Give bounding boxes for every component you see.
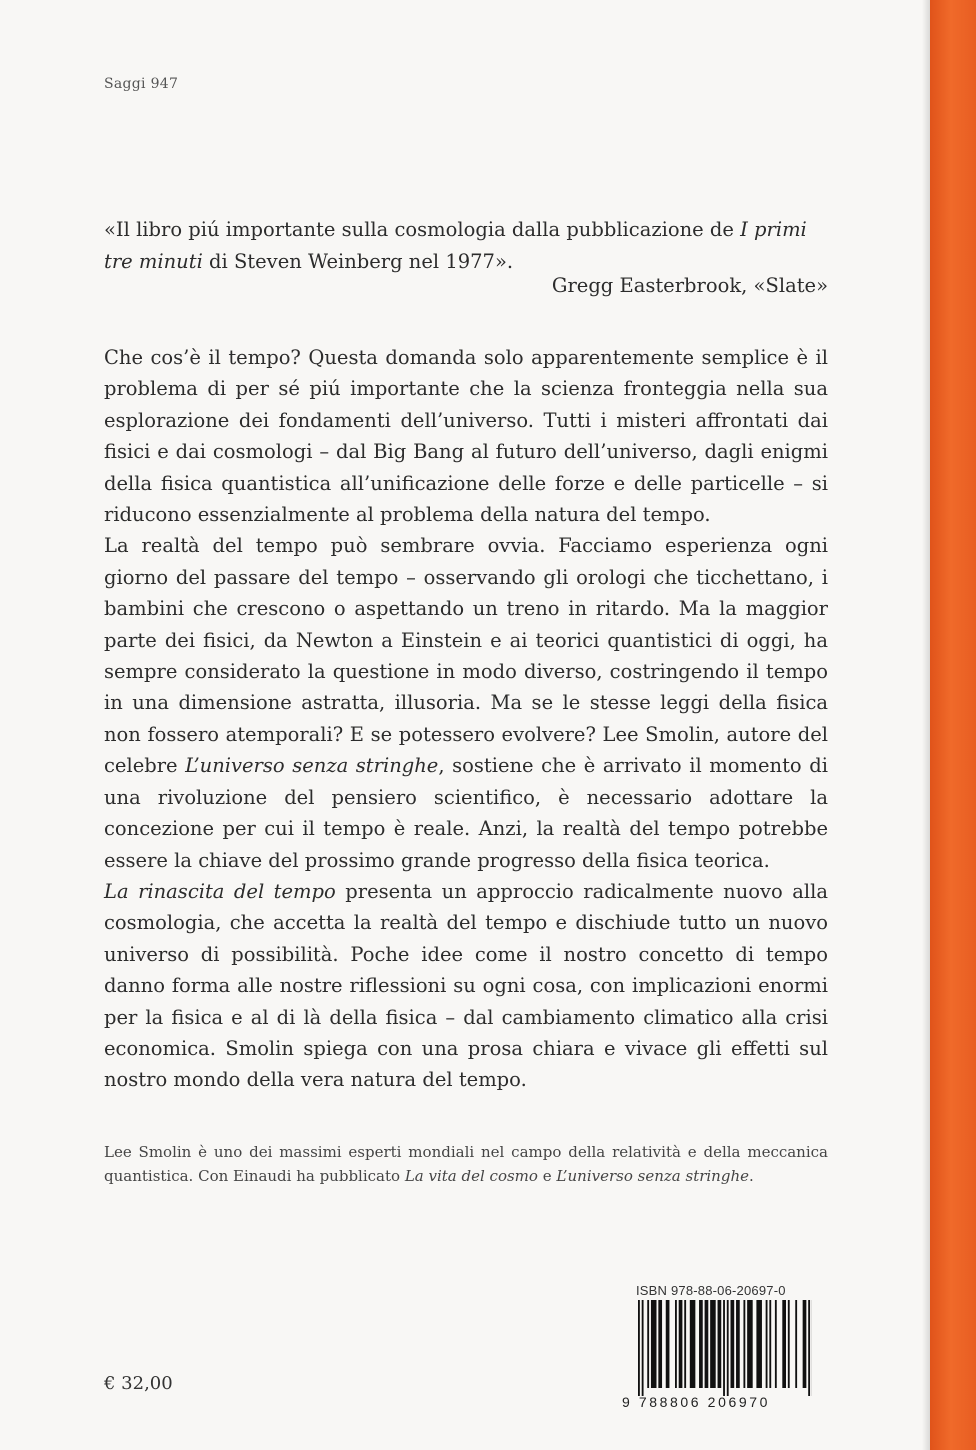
barcode-bar <box>647 1300 649 1388</box>
p2-text-b: , sostiene che è arrivato il momento di una rivoluzione del pensiero scientifico, è necessario adottare la concezione per cui il tempo è reale. Anzi, la realtà del tempo potrebbe essere la chiave del prossimo grande progresso della fisica teorica. <box>104 754 828 872</box>
barcode-graphic <box>636 1300 812 1402</box>
barcode-bar <box>808 1300 810 1396</box>
barcode-bar <box>705 1300 709 1388</box>
price: € 32,00 <box>104 1373 173 1394</box>
barcode-bar <box>743 1300 745 1388</box>
barcode-bar <box>718 1300 722 1388</box>
barcode-bar <box>769 1300 771 1388</box>
description-paragraph-1: Che cos’è il tempo? Questa domanda solo apparentemente semplice è il problema di per sé piú importante che la scienza fronteggia nella sua esplorazione dei fondamenti dell’universo. Tutti i misteri affrontati dai fisici e dai cosmologi – dal Big Bang al futuro dell’universo, dagli enigmi della fisica quantistica all’unificazione delle forze e delle particelle – si riducono essenzialmente al problema della natura del tempo. <box>104 346 828 527</box>
blurb-quote <box>104 214 828 278</box>
barcode-bar <box>679 1300 683 1388</box>
author-text: Lee Smolin è uno dei massimi esperti mondiali nel campo della relatività e della meccanica quantistica. Con Einaudi ha pubblicato <box>104 1143 828 1185</box>
p3-book-title: La rinascita del tempo <box>104 879 336 903</box>
barcode-bar <box>775 1300 777 1388</box>
isbn-label: ISBN 978-88-06-20697-0 <box>636 1283 786 1298</box>
book-spine <box>930 0 976 1450</box>
p2-book-title: L’universo senza stringhe <box>185 754 439 778</box>
series-label: Saggi 947 <box>104 76 179 92</box>
barcode-bar <box>658 1300 662 1388</box>
barcode-bar <box>638 1300 640 1396</box>
quote-title: I primi tre minuti <box>104 218 807 273</box>
quote-pre: «Il libro piú importante sulla cosmologia dalla pubblicazione de <box>104 218 741 241</box>
barcode-bar <box>642 1300 644 1396</box>
author-end: . <box>749 1167 754 1185</box>
barcode-bar <box>710 1300 716 1388</box>
quote-attribution: Gregg Easterbrook, «Slate» <box>551 274 828 297</box>
barcode-digits: 9 788806 206970 <box>622 1394 770 1410</box>
quote-post: di Steven Weinberg nel 1977». <box>202 250 514 273</box>
barcode-bar <box>756 1300 762 1388</box>
barcode-bar <box>690 1300 696 1388</box>
barcode-bar <box>766 1300 768 1388</box>
author-bio <box>104 1140 828 1188</box>
barcode-icon <box>636 1300 812 1398</box>
barcode-bar <box>731 1300 735 1388</box>
barcode-bar <box>788 1300 790 1388</box>
barcode-bar <box>736 1300 740 1388</box>
spine-shadow <box>922 0 930 1450</box>
barcode-bar <box>675 1300 677 1388</box>
barcode-bar <box>747 1300 753 1388</box>
description <box>104 342 828 1096</box>
author-book-2: L’universo senza stringhe <box>556 1167 749 1185</box>
barcode-bar <box>803 1300 807 1388</box>
barcode-bar <box>795 1300 797 1388</box>
author-conj: e <box>537 1167 557 1185</box>
barcode-bar <box>727 1300 729 1396</box>
barcode-bar <box>666 1300 670 1388</box>
barcode-bar <box>723 1300 725 1396</box>
author-book-1: La vita del cosmo <box>404 1167 538 1185</box>
barcode-bar <box>699 1300 703 1388</box>
p3-text: presenta un approccio radicalmente nuovo alla cosmologia, che accetta la realtà del tempo e dischiude tutto un nuovo universo di possibilità. Poche idee come il nostro concetto di tempo danno forma alle nostre riflessioni su ogni cosa, con implicazioni enormi per la fisica e al di là della fisica – dal cambiamento climatico alla crisi economica. Smolin spiega con una prosa chiara e vivace gli effetti sul nostro mondo della vera natura del tempo. <box>104 879 828 1092</box>
barcode-bar <box>651 1300 657 1388</box>
barcode-bar <box>782 1300 786 1388</box>
description-paragraph-2 <box>104 530 828 875</box>
description-paragraph-3 <box>104 876 828 1096</box>
p2-text-a: La realtà del tempo può sembrare ovvia. Facciamo esperienza ogni giorno del passare del tempo – osservando gli orologi che ticchettano, i bambini che crescono o aspettando un treno in ritardo. Ma la maggior parte dei fisici, da Newton a Einstein e ai teorici quantistici di oggi, ha sempre considerato la questione in modo diverso, costringendo il tempo in una dimensione astratta, illusoria. Ma se le stesse leggi della fisica non fossero atemporali? E se potessero evolvere? Lee Smolin, autore del celebre <box>104 534 828 778</box>
barcode-bar <box>684 1300 686 1388</box>
